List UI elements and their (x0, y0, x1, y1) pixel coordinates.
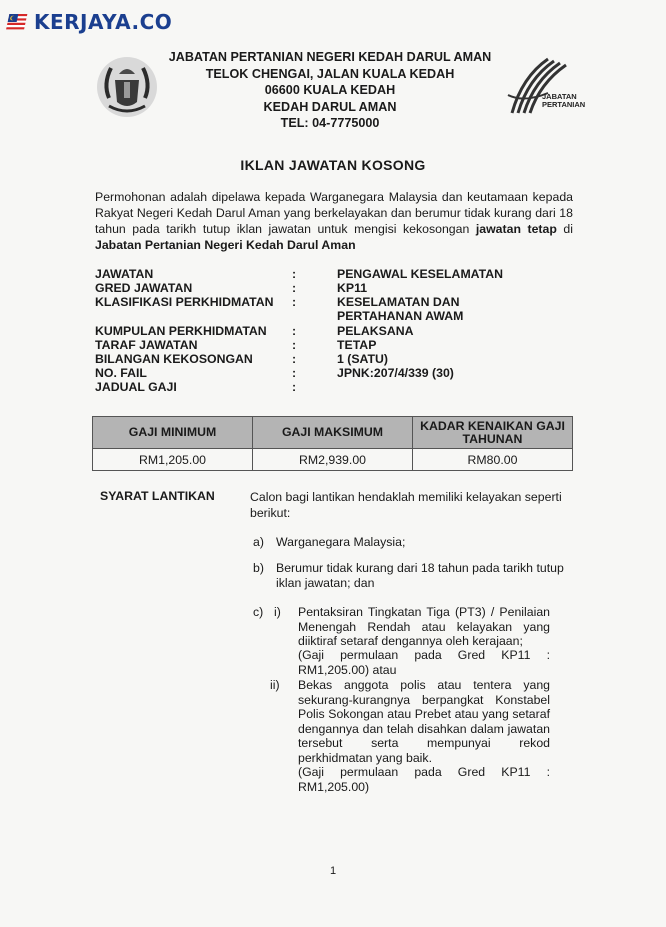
page-number: 1 (329, 865, 337, 877)
logo-text: PERTANIAN (542, 100, 586, 109)
brand-name: KERJAYA.CO (34, 10, 173, 34)
intro-paragraph (95, 189, 573, 253)
info-key: GRED JAWATAN (95, 281, 193, 295)
header-line: 06600 KUALA KEDAH (264, 83, 396, 97)
intro-mid: di (556, 222, 574, 236)
table-cell: RM80.00 (413, 449, 573, 471)
table-header: GAJI MAKSIMUM (253, 417, 413, 449)
salary-table (92, 416, 573, 471)
info-colon: : (292, 267, 297, 281)
sub-item-label: i) (274, 605, 281, 619)
info-key: JAWATAN (95, 267, 154, 281)
info-key: NO. FAIL (95, 366, 147, 380)
syarat-intro: Calon bagi lantikan hendaklah memiliki kelayakan seperti berikut: (250, 490, 562, 520)
info-value: KESELAMATAN DAN PERTAHANAN AWAM (337, 295, 464, 323)
kerjaya-watermark (6, 6, 172, 38)
info-key: KUMPULAN PERKHIDMATAN (95, 324, 267, 338)
table-row (93, 449, 573, 471)
info-value: PENGAWAL KESELAMATAN (337, 267, 504, 281)
sub-item-label: ii) (270, 678, 280, 692)
sub-item-note: (Gaji permulaan pada Gred KP11 : RM1,205.00) (298, 765, 550, 794)
info-colon: : (292, 281, 297, 295)
info-value: JPNK:207/4/339 (30) (337, 366, 454, 380)
item-text: Berumur tidak kurang dari 18 tahun pada tarikh tutup iklan jawatan; dan (276, 561, 564, 590)
logo-text: JABATAN (542, 92, 577, 101)
jabatan-pertanian-logo-icon (504, 55, 596, 117)
info-key: KLASIFIKASI PERKHIDMATAN (95, 295, 274, 309)
header-line: JABATAN PERTANIAN NEGERI KEDAH DARUL AMAN (168, 50, 492, 64)
malaysia-flag-icon (6, 11, 30, 33)
page-title: IKLAN JAWATAN KOSONG (240, 157, 426, 173)
table-header-row (93, 417, 573, 449)
info-colon: : (292, 295, 297, 309)
info-key: BILANGAN KEKOSONGAN (95, 352, 253, 366)
info-key: JADUAL GAJI (95, 380, 177, 394)
intro-bold: jawatan tetap (475, 222, 557, 236)
info-colon: : (292, 380, 297, 394)
table-header: KADAR KENAIKAN GAJI TAHUNAN (413, 417, 573, 449)
info-value: TETAP (337, 338, 377, 352)
item-label: a) (253, 535, 264, 549)
info-key: TARAF JAWATAN (95, 338, 198, 352)
intro-bold: Jabatan Pertanian Negeri Kedah Darul Aman (95, 238, 356, 252)
intro-text: Permohonan adalah dipelawa kepada Warganegara Malaysia dan keutamaan kepada Rakyat Negeri Kedah Darul Aman yang berkelayakan dan berumur tidak kurang dari 18 tahun pada tarikh tutup iklan jawatan untuk mengisi kekosongan (95, 190, 573, 236)
info-colon: : (292, 366, 297, 380)
info-colon: : (292, 338, 297, 352)
table-cell: RM2,939.00 (253, 449, 413, 471)
item-label: c) (253, 605, 264, 619)
syarat-label: SYARAT LANTIKAN (100, 489, 215, 503)
table-cell: RM1,205.00 (93, 449, 253, 471)
sub-item-text: Bekas anggota polis atau tentera yang sekurang-kurangnya berpangkat Konstabel Polis Sokongan atau Prebet atau yang setaraf dengannya dan telah disahkan dalam jawatan tersebut serta mempunyai rekod perkhidmatan yang baik. (298, 678, 550, 765)
sub-item-note: (Gaji permulaan pada Gred KP11 : RM1,205.00) atau (298, 648, 550, 677)
sub-item-text: Pentaksiran Tingkatan Tiga (PT3) / Penilaian Menengah Rendah atau kelayakan yang diiktiraf setaraf dengannya oleh kerajaan; (298, 605, 550, 648)
info-value: 1 (SATU) (337, 352, 389, 366)
header-line: TELOK CHENGAI, JALAN KUALA KEDAH (205, 66, 455, 81)
item-text: Warganegara Malaysia; (276, 535, 406, 549)
header-line: KEDAH DARUL AMAN (263, 99, 397, 114)
table-header: GAJI MINIMUM (93, 417, 253, 449)
info-value: KP11 (337, 281, 368, 295)
item-label: b) (253, 561, 264, 575)
kedah-crest-icon (95, 54, 159, 120)
info-colon: : (292, 352, 297, 366)
info-colon: : (292, 324, 297, 338)
department-header (160, 49, 500, 132)
info-value: PELAKSANA (337, 324, 414, 338)
header-line: TEL: 04-7775000 (280, 116, 380, 130)
